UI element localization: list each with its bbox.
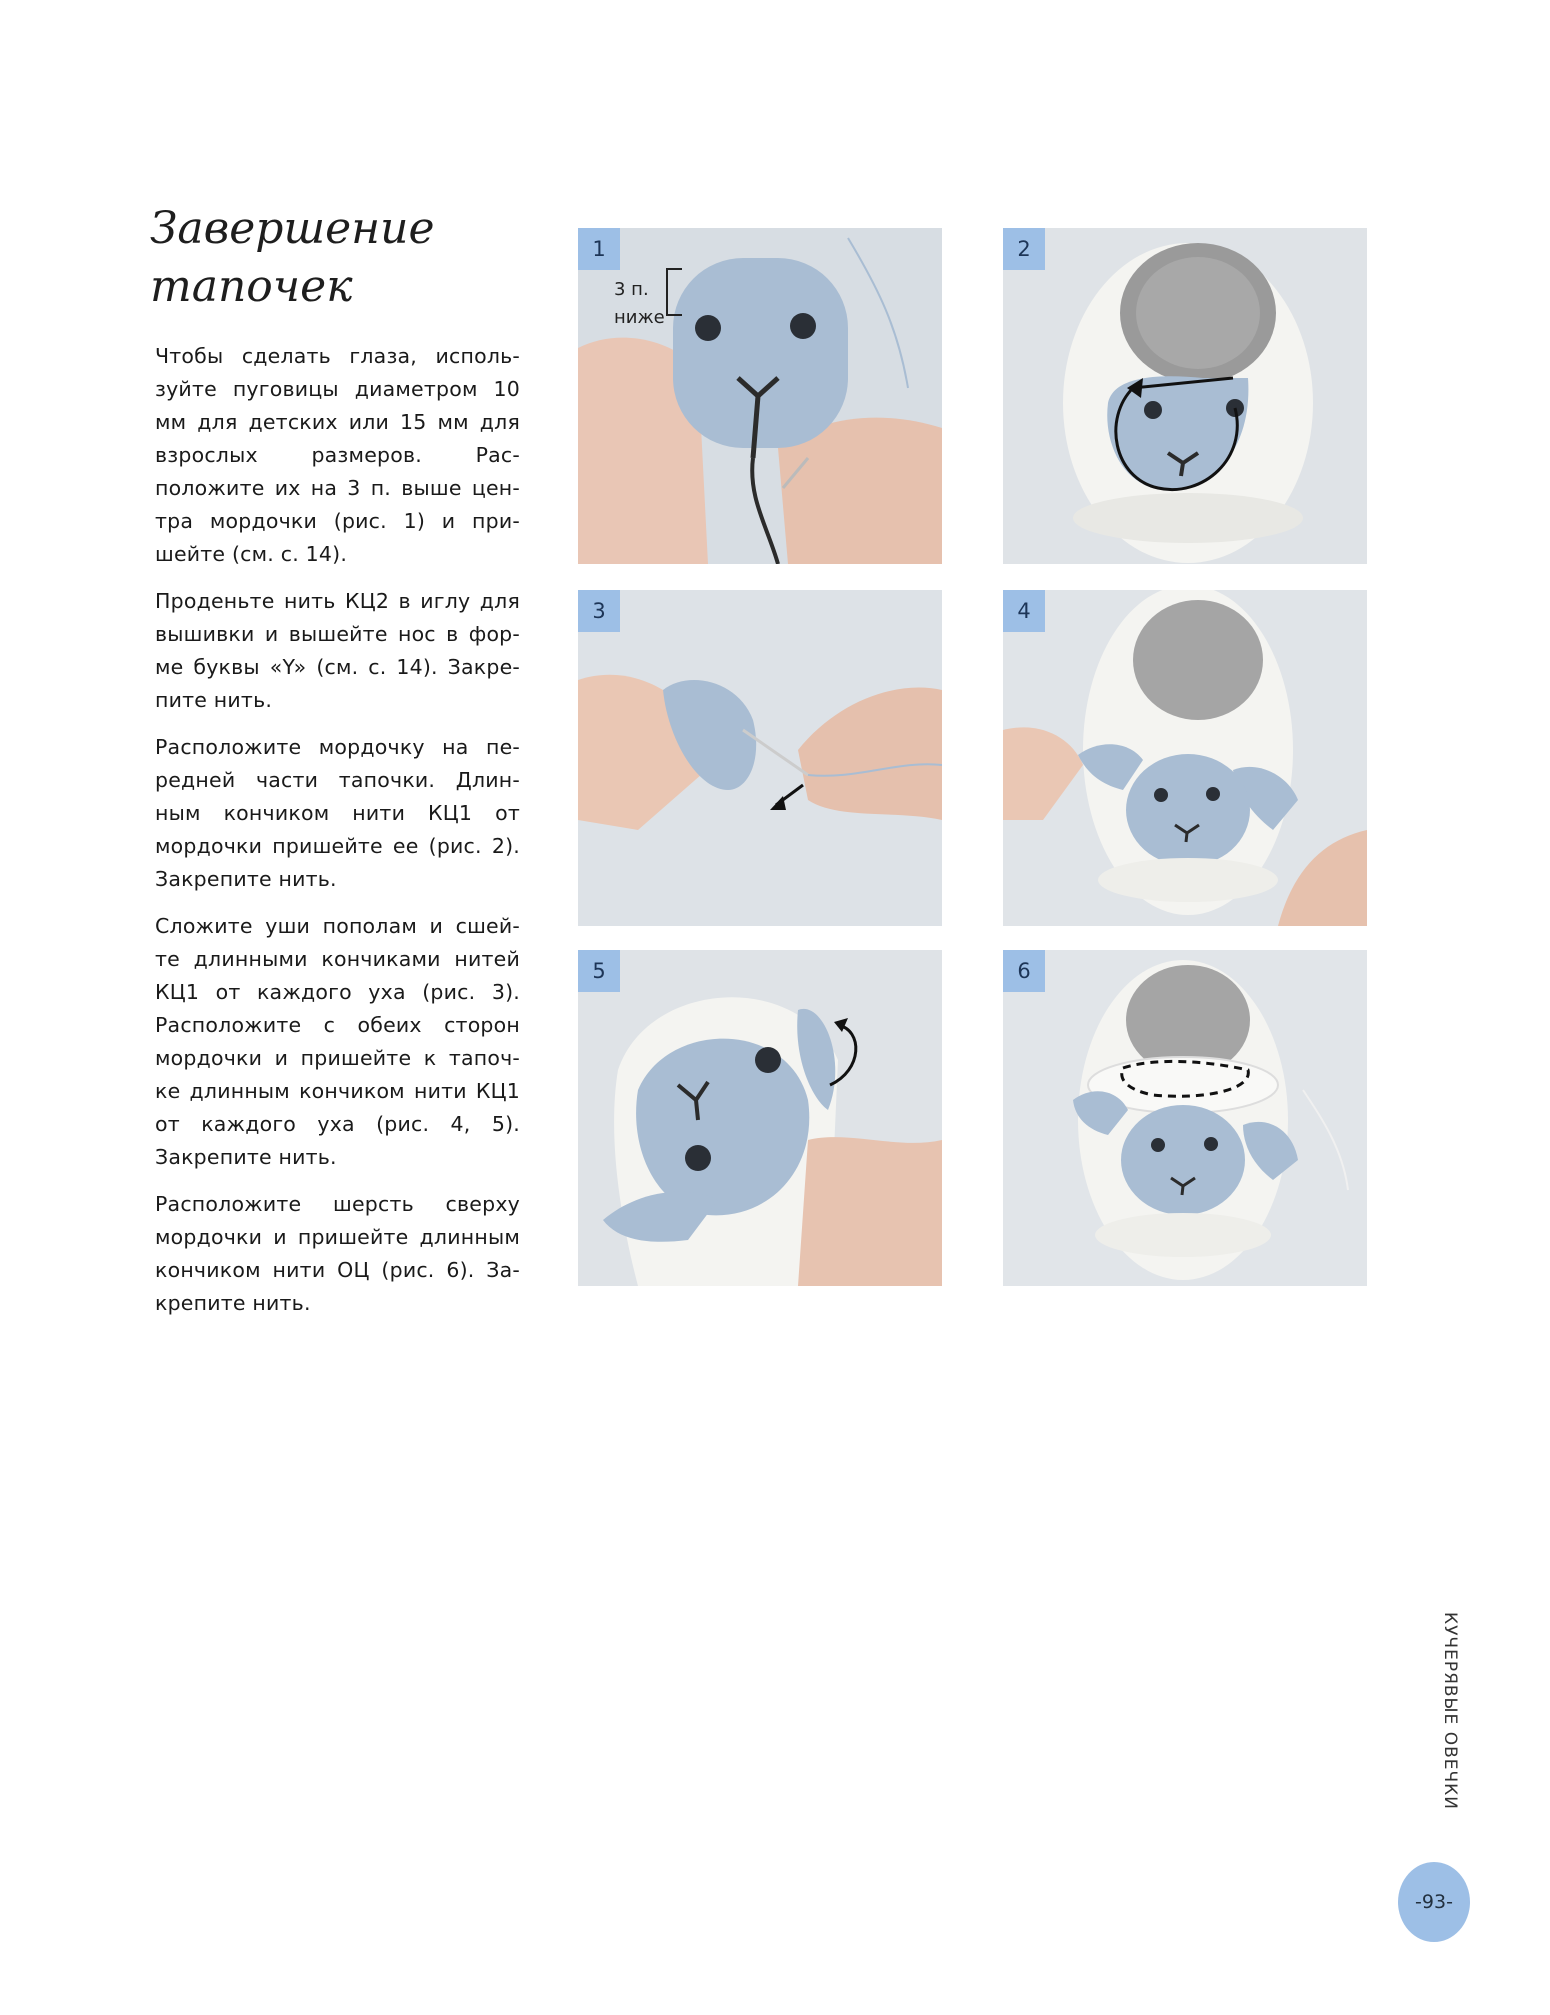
step-number-badge: 2 bbox=[1003, 228, 1045, 270]
page-title bbox=[150, 200, 435, 316]
paragraph: Чтобы сделать глаза, исполь-зуйте пуговицы диаметром 10 мм для детских или 15 мм для взрослых размеров. Рас-положите их на 3 п. выше цен-тра мордочки (рис. 1) и при-шейте (см. с. 14). bbox=[155, 344, 520, 566]
face-ear-closeup-icon bbox=[578, 950, 942, 1286]
bracket-mark bbox=[666, 268, 682, 316]
photo-step-2 bbox=[1003, 228, 1367, 564]
step-number-badge: 6 bbox=[1003, 950, 1045, 992]
step-number-badge: 1 bbox=[578, 228, 620, 270]
photo-step-1 bbox=[578, 228, 942, 564]
instructions-text bbox=[155, 340, 520, 1334]
step-number-badge: 5 bbox=[578, 950, 620, 992]
ear-sewing-icon bbox=[578, 590, 942, 926]
slipper-ears-icon bbox=[1003, 590, 1367, 926]
page-number: -93- bbox=[1398, 1862, 1470, 1942]
slipper-wool-icon bbox=[1003, 950, 1367, 1286]
slipper-face-arrow-icon bbox=[1003, 228, 1367, 564]
annotation-line-2: ниже bbox=[614, 307, 665, 328]
photo-step-4 bbox=[1003, 590, 1367, 926]
photo-step-6 bbox=[1003, 950, 1367, 1286]
chapter-side-label: КУЧЕРЯВЫЕ ОВЕЧКИ bbox=[1440, 1612, 1460, 1810]
title-line-2: тапочек bbox=[150, 261, 353, 312]
paragraph: Проденьте нить КЦ2 в иглу для вышивки и вышейте нос в фор-ме буквы «Y» (см. с. 14). Закре-пите нить. bbox=[155, 589, 520, 712]
step-number-badge: 3 bbox=[578, 590, 620, 632]
photo-annotation bbox=[614, 276, 665, 332]
paragraph: Сложите уши пополам и сшей-те длинными кончиками нитей КЦ1 от каждого уха (рис. 3). Расположите с обеих сторон мордочки и пришейте к тапоч-ке длинным кончиком нити КЦ1 от каждого уха (рис. 4, 5). Закрепите нить. bbox=[155, 914, 520, 1169]
paragraph: Расположите мордочку на пе-редней части тапочки. Длин-ным кончиком нити КЦ1 от мордочки пришейте ее (рис. 2). Закрепите нить. bbox=[155, 735, 520, 891]
photo-step-5 bbox=[578, 950, 942, 1286]
step-number-badge: 4 bbox=[1003, 590, 1045, 632]
photo-step-3 bbox=[578, 590, 942, 926]
title-line-1: Завершение bbox=[150, 203, 435, 254]
paragraph: Расположите шерсть сверху мордочки и пришейте длинным кончиком нити ОЦ (рис. 6). За-крепите нить. bbox=[155, 1192, 520, 1315]
annotation-line-1: 3 п. bbox=[614, 279, 649, 300]
